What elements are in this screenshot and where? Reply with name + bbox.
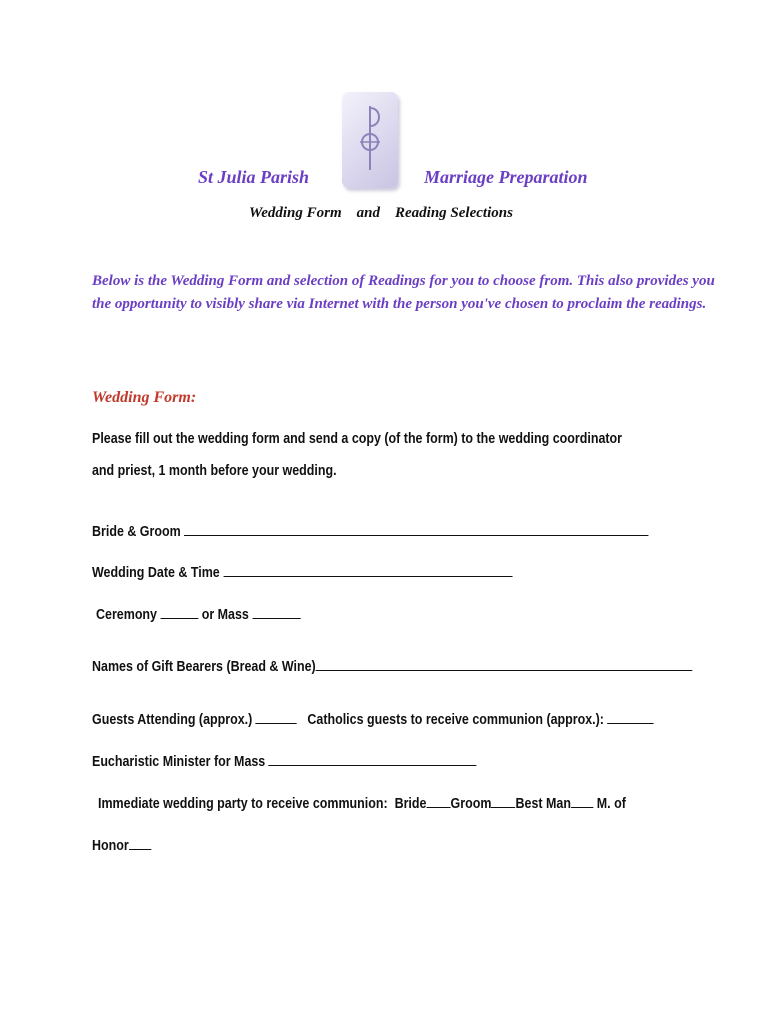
chi-rho-symbol-icon <box>342 92 398 188</box>
date-time-label: Wedding Date & Time <box>92 565 220 581</box>
program-title: Marriage Preparation <box>424 167 588 187</box>
party-label: Immediate wedding party to receive communion: <box>98 796 388 812</box>
guests-field[interactable] <box>256 722 297 724</box>
bride-groom-field[interactable] <box>184 534 648 536</box>
document-subtitle <box>249 205 513 222</box>
subtitle-left: Wedding Form <box>249 205 342 221</box>
ceremony-label: Ceremony <box>96 607 157 623</box>
groom-field[interactable] <box>491 806 515 808</box>
subtitle-right: Reading Selections <box>395 205 513 221</box>
eucharistic-row <box>92 754 477 770</box>
date-time-field[interactable] <box>223 575 512 577</box>
best-man-label: Best Man <box>515 796 571 812</box>
catholics-label: Catholics guests to receive communion (approx.): <box>307 712 604 728</box>
bride-groom-row <box>92 524 649 540</box>
bride-field[interactable] <box>426 806 450 808</box>
moh-label: M. of <box>596 796 626 812</box>
honor-field[interactable] <box>129 848 151 850</box>
parish-logo <box>342 92 398 188</box>
guests-row <box>92 712 654 728</box>
honor-label: Honor <box>92 838 129 854</box>
honor-row <box>92 838 151 854</box>
groom-label: Groom <box>450 796 492 812</box>
wedding-form-heading: Wedding Form: <box>92 389 197 406</box>
ceremony-row <box>96 607 300 623</box>
guests-label: Guests Attending (approx.) <box>92 712 253 728</box>
gift-bearers-row <box>92 659 692 675</box>
subtitle-mid: and <box>356 205 380 221</box>
eucharistic-field[interactable] <box>269 764 477 766</box>
bride-groom-label: Bride & Groom <box>92 524 181 540</box>
catholics-field[interactable] <box>607 722 653 724</box>
form-instructions-line-1: Please fill out the wedding form and send a copy (of the form) to the wedding coordinator <box>92 431 623 447</box>
intro-paragraph: Below is the Wedding Form and selection of Readings for you to choose from. This also provides you the opportunity to visibly share via Internet with the person you've chosen to proclaim the readings. <box>92 273 715 312</box>
parish-name: St Julia Parish <box>198 167 310 187</box>
mass-field[interactable] <box>252 617 300 619</box>
gift-bearers-label: Names of Gift Bearers (Bread & Wine) <box>92 659 316 675</box>
eucharistic-label: Eucharistic Minister for Mass <box>92 754 266 770</box>
date-time-row <box>92 565 512 581</box>
ceremony-field[interactable] <box>160 617 198 619</box>
wedding-party-row <box>98 796 626 812</box>
form-instructions-line-2: and priest, 1 month before your wedding. <box>92 463 337 479</box>
or-mass-label: or Mass <box>201 607 249 623</box>
bride-label: Bride <box>394 796 427 812</box>
gift-bearers-field[interactable] <box>316 669 693 671</box>
best-man-field[interactable] <box>571 806 593 808</box>
